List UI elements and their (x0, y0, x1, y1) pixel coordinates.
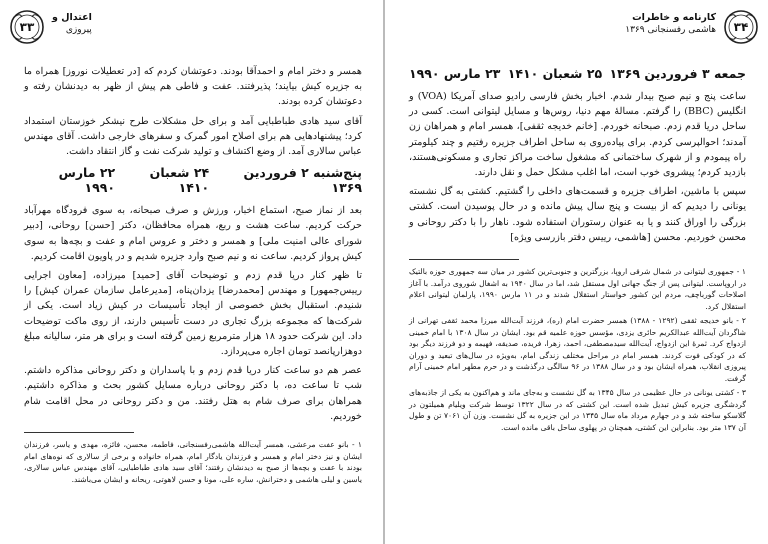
running-subtitle: پیروزی (65, 25, 92, 35)
page-number: ۳۳ (19, 20, 35, 34)
entry-dateline (409, 66, 746, 81)
running-header (52, 12, 92, 36)
footnote: ۱ - جمهوری لیتوانی در شمال شرقی اروپا، بزرگترین و جنوبی‌ترین کشور در میان سه جمهوری حوزه بالتیک در اروپاست. لیتوانی پس از جنگ جهانی اول مستقل شد، اما در سال ۱۹۴۰ به اشغال شوروی درآمد. با آغاز اصلاحات گورباچف، مردم این کشور خواستار استقلال شدند و در ۱۱ مارس ۱۹۹۰، پارلمان لیتوانی اعلام استقلال کرد. (409, 267, 746, 311)
running-title: کارنامه و خاطرات (632, 12, 716, 23)
dateline-hijri: ۲۴ شعبان ۱۴۱۰ (149, 165, 210, 196)
footnote-divider (24, 432, 134, 433)
dateline-hijri: ۲۵ شعبان ۱۴۱۰ (507, 66, 603, 81)
dateline-gregorian: ۲۲ مارس ۱۹۹۰ (58, 165, 116, 196)
running-subtitle: هاشمی رفسنجانی ۱۳۶۹ (625, 25, 716, 35)
paragraph: عصر هم دو ساعت کنار دریا قدم زدم و با پاسداران و دکتر روحانی مذاکره داشتم. شب تا ساعت ده، با دکتر روحانی درباره مسایل کشور بحث و مذاکره داشتیم. همراهان برای صرف شام به هتل رفتند. من و دکتر روحانی در محل اقامت شام خوردیم. (24, 365, 362, 422)
dateline-weekday: جمعه ۳ فروردین ۱۳۶۹ (609, 66, 746, 81)
paragraph: سپس با ماشین، اطراف جزیره و قسمت‌های داخلی را گشتیم. کشتی به گل نشسته یونانی را دیدیم که از بیست و پنج سال پیش مانده و در حال پوسیدن است. کشتی بزرگی را اوراق کنند و یا به عنوان رستوران استفاده شود. ناهار را با دکتر روحانی و محسن خوردیم. محسن [هاشمی، رییس دفتر بازرسی ویژه] (409, 186, 746, 243)
footnote-divider (409, 259, 519, 260)
left-page-body (24, 64, 362, 538)
footnote: ۳ - کشتی یونانی در حال عظیمی در سال ۱۳۴۵ به گل نشست و به‌جای ماند و هم‌اکنون به یکی از جاذبه‌های گردشگری جزیره کیش تبدیل شده است. این کشتی که در سال ۱۳۲۲ توسط شرکت ویلیام همیلتون در گلاسکو ساخته شد و در جهارم مرداد ماه سال ۱۳۴۵ در این جزیره به گل نشست. وزن آن ۷۰۶۱ تن و طول آن ۱۳۷ متر بود. بنابراین این کشتی، همچنان در پهلوی ساحل باقی مانده است. (409, 388, 746, 432)
left-page-header (0, 6, 384, 44)
paragraph: ساعت پنج و نیم صبح بیدار شدم. اخبار بخش فارسی رادیو صدای آمریکا (VOA) و انگلیس (BBC) را گرفتم. مسالهٔ مهم دنیا، روس‌ها و مسایل لیتوانی است. کسی در ساحل دریا قدم زدم. صبحانه خوردم. [خانم خدیجه ثقفی]، همسر امام و همراهان زن آمدند؛ احوالپرسی کردم. برای پیاده‌روی به ساحل اطراف جزیره رفتیم و چند کیلومتر راه پیمودم و از شهرک ساختمانی که مشغول ساخت مراکز تجاری و مسکونی‌هستند، بازدید کردم؛ پیشروی خوب است، اما اغلب مشکل حمل و نقل دارند. (409, 91, 746, 179)
entry-dateline (24, 165, 362, 195)
page-number: ۳۴ (733, 20, 749, 34)
running-header (625, 12, 716, 36)
footnote: ۱ - بانو عفت مرعشی، همسر آیت‌الله هاشمی‌رفسنجانی، فاطمه، محسن، فائزه، مهدی و یاسر، فرزندان ایشان و نیز دختر امام و همسر و فرزندان یادگار امام، همراه خانواده و برخی از سالاری که نوه‌های امام بودند با عفت و بچه‌ها از صبح به دیدنشان رفتند؛ آقای سید هادی طباطبایی، آقای مهندس عباس سالاری، یاسین و لیلی هاشمی و دخترانش، ساره علی، مونا و حسن لاهوتی، ریحانه و ایشان می‌باشند. (24, 440, 362, 484)
paragraph: همسر و دختر امام و احمدآقا بودند. دعوتشان کردم که [در تعطیلات نوروز] همراه ما به جزیره کیش بیایند؛ پذیرفتند. عفت و فاطی هم پیش از ظهر به دیدنشان رفته و دعوتشان کرده بودند. (24, 66, 362, 108)
running-title: اعتدال و (52, 12, 92, 23)
page-number-ornament (724, 10, 758, 44)
right-page-header (385, 6, 768, 44)
right-page (385, 0, 768, 544)
paragraph: آقای سید هادی طباطبایی آمد و برای حل مشکلات طرح نیشکر خوزستان استمداد کرد؛ پیشنهادهایی هم برای اصلاح امور گمرک و سفرهای خارجی داشت. آقای مهندس عباس سالاری آمد. از وضع اکتشاف و تولید شرکت نفت و گاز انتقاد داشت. (24, 115, 362, 158)
dateline-gregorian: ۲۳ مارس ۱۹۹۰ (409, 66, 501, 81)
page-number-ornament (10, 10, 44, 44)
paragraph: تا ظهر کنار دریا قدم زدم و توضیحات آقای [حمید] میرزاده، [معاون اجرایی رییس‌جمهور] و مهندس [محمدرضا] یزدان‌پناه، [مدیرعامل سازمان عمران کیش] را شنیدم. استقبال بخش خصوصی از ایجاد تأسیسات در کیش زیاد است. یکی از شرکت‌ها که مجموعه بزرگ تجاری در دست تأسیس دارند، از روی ماکت توضیحات داد. این شرکت حدود ۱۸ هزار مترمربع زمین گرفته است و برای هر متر، سالیانه مبلغ دوهزارپانصد تومان اجاره می‌پردازد. (24, 270, 362, 358)
dateline-weekday: پنج‌شنبه ۲ فروردین ۱۳۶۹ (243, 165, 362, 196)
right-page-body (409, 60, 746, 538)
footnote: ۲ - بانو خدیجه ثقفی (۱۲۹۲ - ۱۳۸۸) همسر حضرت امام (ره)، فرزند آیت‌الله میرزا محمد ثقفی تهرانی از شاگردان آیت‌الله عبدالکریم حائری یزدی، مؤسس حوزه علمیه قم بود. ایشان در سال ۱۳۰۸ با امام خمینی ازدواج کرد. ثمرهٔ این ازدواج، آیت‌الله سیدمصطفی، احمد، زهرا، فریده، صدیقه، فهیمه و دو فرزند دیگر بود که در کودکی فوت کردند. همسر امام در مراحل مختلف زندگی امام، به‌ویژه در سال‌های تبعید و دوران پیروزی انقلاب، همراه ایشان بود و در سال ۱۳۸۸ در ۹۶ سالگی درگذشت و در حرم مطهر امام خمینی آرام گرفت. (409, 316, 746, 383)
paragraph: بعد از نماز صبح، استماع اخبار، ورزش و صرف صبحانه، به سوی فرودگاه مهرآباد حرکت کردیم. ساعت هشت و ربع، همراه محافظان، دکتر [حسن] روحانی، [دبیر شورای عالی امنیت ملی] و همسر و دختر و عروس امام و عفت و بچه‌ها به سوی کیش پرواز کردیم. ساعت نه و نیم صبح وارد جزیره شدیم و در پاویون اقامت کردیم. (24, 205, 362, 262)
